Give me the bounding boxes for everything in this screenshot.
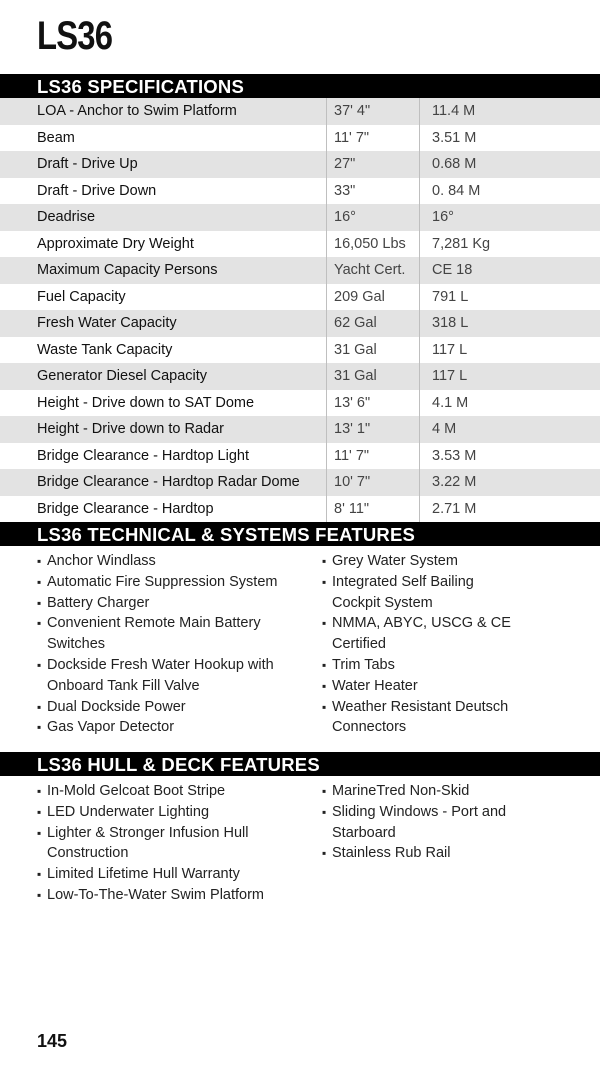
spec-imperial-value: 11' 7" (334, 447, 370, 464)
specifications-heading: LS36 SPECIFICATIONS (0, 74, 600, 98)
spec-row (0, 496, 600, 523)
page-title: LS36 (37, 14, 113, 58)
bullet-icon: ▪ (322, 657, 327, 672)
feature-item (322, 781, 522, 802)
spec-label: Generator Diesel Capacity (37, 368, 208, 384)
bullet-icon: ▪ (37, 699, 42, 714)
spec-metric-value: 4.1 M (432, 394, 469, 411)
spec-imperial-value: 16° (334, 209, 356, 225)
spec-label: Bridge Clearance - Hardtop Radar Dome (37, 474, 300, 490)
feature-text: LED Underwater Lighting (47, 803, 210, 820)
spec-label: Bridge Clearance - Hardtop (37, 500, 214, 517)
spec-imperial-value: 31 Gal (334, 368, 377, 384)
bullet-icon: ▪ (322, 784, 327, 798)
feature-item (37, 697, 292, 718)
spec-imperial-value: 27" (334, 156, 356, 172)
feature-item (322, 802, 522, 844)
spec-imperial-value: Yacht Cert. (334, 262, 406, 278)
spec-row (0, 257, 600, 284)
feature-item (37, 781, 282, 802)
spec-label: Height - Drive down to Radar (37, 421, 224, 437)
bullet-icon: ▪ (322, 846, 327, 861)
feature-item (37, 551, 292, 572)
spec-metric-value: 318 L (432, 315, 469, 331)
feature-text: Limited Lifetime Hull Warranty (47, 866, 240, 883)
spec-imperial-value: 31 Gal (334, 341, 377, 358)
technical-features-list-right (322, 551, 512, 738)
spec-label: Maximum Capacity Persons (37, 262, 218, 278)
feature-text: Convenient Remote Main Battery Switches (47, 615, 261, 653)
feature-text: Automatic Fire Suppression System (47, 573, 278, 590)
feature-text: MarineTred Non-Skid (332, 783, 470, 799)
page-number: 145 (37, 1031, 68, 1051)
feature-text: In-Mold Gelcoat Boot Stripe (47, 783, 226, 799)
feature-text: Stainless Rub Rail (332, 845, 451, 862)
spec-label: Height - Drive down to SAT Dome (37, 394, 255, 411)
spec-row (0, 125, 600, 152)
bullet-icon: ▪ (37, 867, 42, 882)
spec-imperial-value: 13' 6" (334, 394, 371, 411)
spec-imperial-value: 62 Gal (334, 315, 377, 331)
feature-text: Battery Charger (47, 594, 150, 611)
technical-features-list-left (37, 551, 292, 738)
spec-row (0, 98, 600, 125)
spec-metric-value: 11.4 M (432, 103, 476, 119)
bullet-icon: ▪ (37, 574, 42, 589)
spec-label: Fresh Water Capacity (37, 315, 177, 331)
feature-text: Lighter & Stronger Infusion Hull Construction (47, 824, 249, 862)
bullet-icon: ▪ (322, 804, 327, 819)
feature-item (322, 613, 512, 655)
hull-deck-features-heading: LS36 HULL & DECK FEATURES (0, 752, 600, 776)
spec-row (0, 151, 600, 178)
spec-metric-value: 117 L (432, 341, 468, 358)
feature-item (322, 551, 512, 572)
spec-metric-value: 0. 84 M (432, 182, 481, 199)
bullet-icon: ▪ (322, 616, 327, 631)
bullet-icon: ▪ (37, 784, 42, 798)
spec-metric-value: 791 L (432, 288, 469, 305)
feature-item (322, 572, 512, 614)
feature-item (37, 655, 292, 697)
bullet-icon: ▪ (37, 825, 42, 840)
feature-item (37, 864, 282, 885)
spec-imperial-value: 13' 1" (334, 421, 371, 437)
spec-row (0, 310, 600, 337)
spec-label: LOA - Anchor to Swim Platform (37, 103, 237, 119)
hull-deck-features-list-right (322, 781, 522, 864)
bullet-icon: ▪ (37, 720, 42, 735)
spec-row (0, 337, 600, 364)
spec-row (0, 204, 600, 231)
feature-item (322, 697, 512, 739)
spec-row (0, 469, 600, 496)
spec-label: Bridge Clearance - Hardtop Light (37, 447, 249, 464)
spec-row (0, 390, 600, 417)
spec-row (0, 443, 600, 470)
feature-item (37, 802, 282, 823)
feature-text: Gas Vapor Detector (47, 719, 175, 736)
feature-text: Dual Dockside Power (47, 698, 186, 715)
spec-label: Fuel Capacity (37, 288, 126, 305)
feature-text: Trim Tabs (332, 656, 395, 673)
feature-text: Integrated Self Bailing Cockpit System (332, 573, 474, 611)
feature-item (37, 572, 292, 593)
spec-metric-value: 7,281 Kg (432, 235, 491, 252)
spec-imperial-value: 16,050 Lbs (334, 235, 406, 252)
bullet-icon: ▪ (37, 887, 42, 902)
spec-label: Beam (37, 129, 75, 146)
spec-metric-value: 4 M (432, 421, 457, 437)
spec-label: Draft - Drive Down (37, 182, 157, 199)
spec-row (0, 231, 600, 258)
feature-text: Sliding Windows - Port and Starboard (332, 803, 507, 841)
feature-text: Weather Resistant Deutsch Connectors (332, 698, 509, 736)
spec-metric-value: 3.22 M (432, 474, 477, 490)
feature-item (37, 717, 292, 738)
spec-row (0, 284, 600, 311)
spec-imperial-value: 11' 7" (334, 129, 370, 146)
bullet-icon: ▪ (322, 574, 327, 589)
feature-text: Dockside Fresh Water Hookup with Onboard Tank Fill Valve (47, 656, 274, 694)
feature-item (37, 823, 282, 865)
spec-label: Draft - Drive Up (37, 156, 138, 172)
feature-item (37, 593, 292, 614)
spec-row (0, 363, 600, 390)
feature-text: Low-To-The-Water Swim Platform (47, 886, 265, 903)
spec-imperial-value: 209 Gal (334, 288, 385, 305)
spec-imperial-value: 10' 7" (334, 474, 371, 490)
feature-text: Water Heater (332, 677, 418, 694)
spec-metric-value: 16° (432, 209, 454, 225)
spec-metric-value: 2.71 M (432, 500, 477, 517)
column-divider-metric (419, 98, 420, 522)
feature-item (322, 655, 512, 676)
spec-imperial-value: 33" (334, 182, 356, 199)
spec-imperial-value: 8' 11" (334, 500, 370, 517)
feature-item (37, 613, 292, 655)
specifications-table (0, 98, 600, 522)
spec-metric-value: CE 18 (432, 262, 473, 278)
bullet-icon: ▪ (37, 804, 42, 819)
bullet-icon: ▪ (37, 616, 42, 631)
bullet-icon: ▪ (37, 657, 42, 672)
feature-item (37, 885, 282, 906)
feature-item (322, 843, 522, 864)
bullet-icon: ▪ (37, 595, 42, 610)
feature-text: Grey Water System (332, 553, 458, 569)
bullet-icon: ▪ (322, 554, 327, 568)
column-divider-imperial (326, 98, 327, 522)
spec-metric-value: 117 L (432, 368, 468, 384)
spec-row (0, 416, 600, 443)
bullet-icon: ▪ (37, 554, 42, 568)
bullet-icon: ▪ (322, 678, 327, 693)
technical-features-heading: LS36 TECHNICAL & SYSTEMS FEATURES (0, 522, 600, 546)
spec-metric-value: 0.68 M (432, 156, 477, 172)
feature-item (322, 676, 512, 697)
bullet-icon: ▪ (322, 699, 327, 714)
spec-row (0, 178, 600, 205)
spec-label: Deadrise (37, 209, 96, 225)
feature-text: Anchor Windlass (47, 553, 156, 569)
hull-deck-features-list-left (37, 781, 282, 906)
spec-metric-value: 3.51 M (432, 129, 477, 146)
spec-label: Waste Tank Capacity (37, 341, 173, 358)
feature-text: NMMA, ABYC, USCG & CE Certified (332, 615, 511, 653)
spec-label: Approximate Dry Weight (37, 235, 194, 252)
spec-imperial-value: 37' 4" (334, 103, 371, 119)
spec-metric-value: 3.53 M (432, 447, 477, 464)
